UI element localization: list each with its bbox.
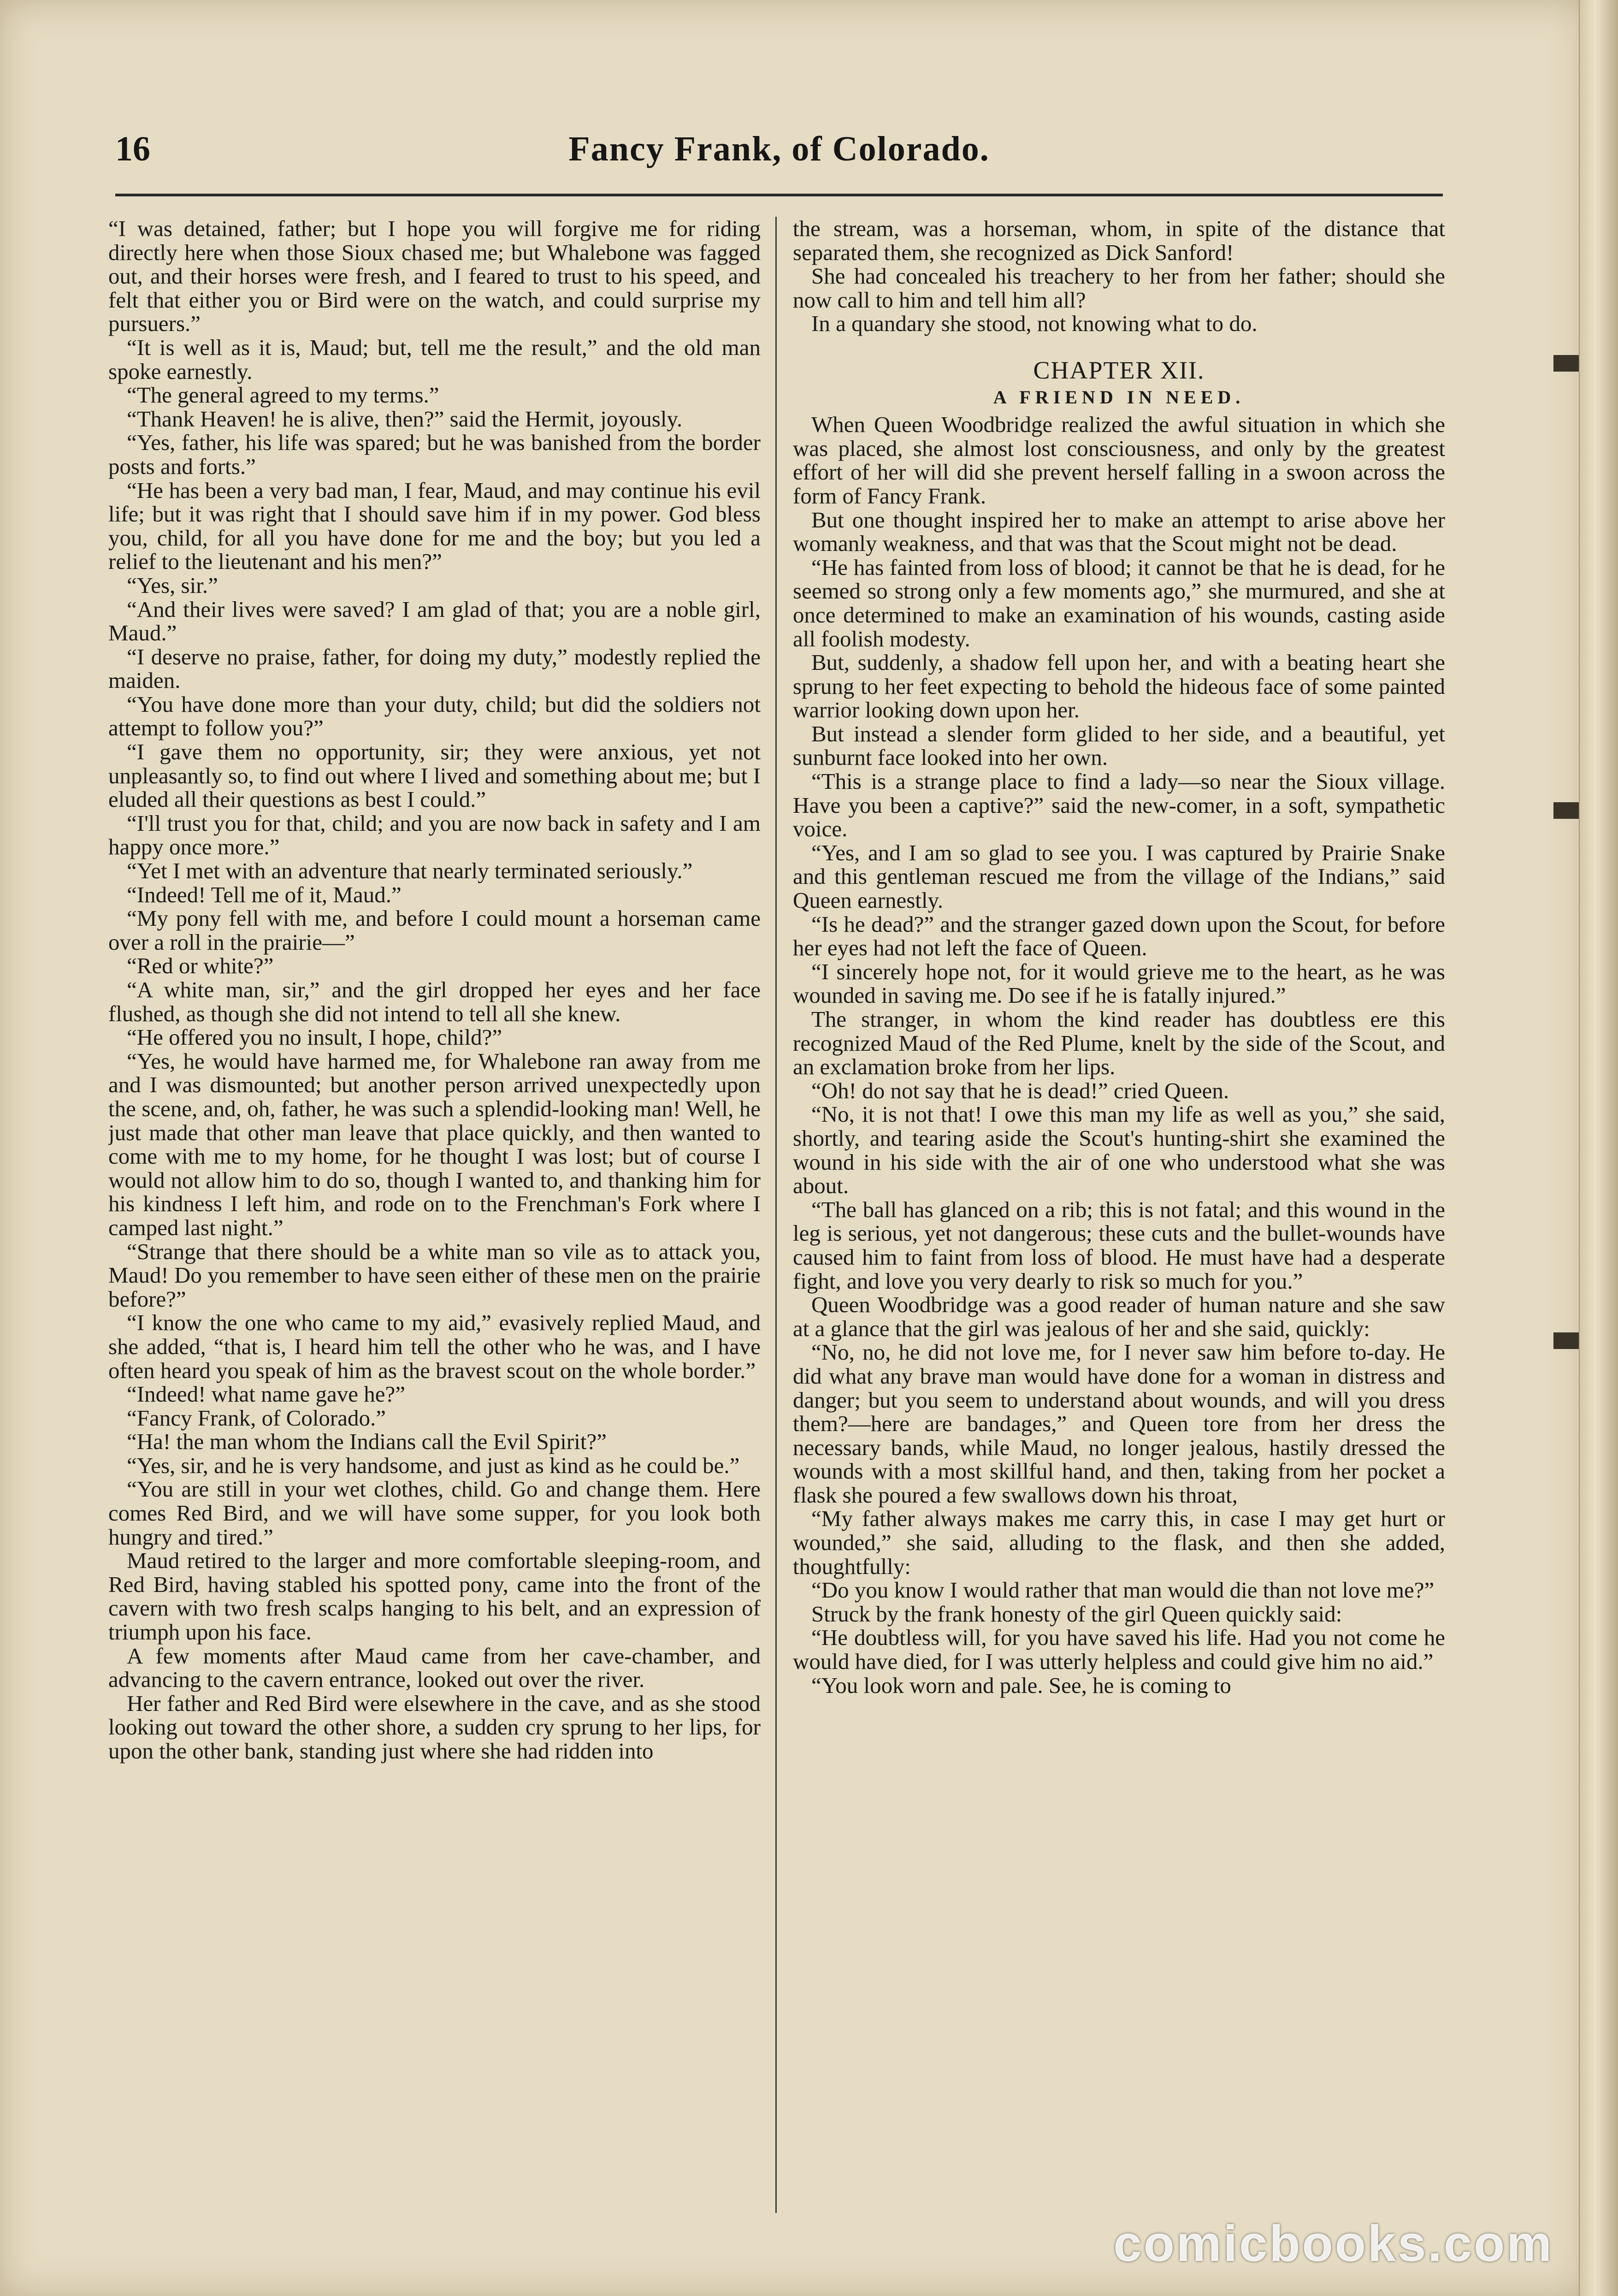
paragraph: “I'll trust you for that, child; and you are now back in safety and I am happy once more.” xyxy=(108,810,761,860)
page-header xyxy=(115,129,1443,184)
paragraph: “Red or white?” xyxy=(127,953,274,979)
paragraph: But one thought inspired her to make an attempt to arise above her womanly weakness, and that was that the Scout might not be dead. xyxy=(793,507,1445,556)
column-divider xyxy=(775,217,777,2213)
left-column xyxy=(108,217,761,2213)
paragraph: “No, no, he did not love me, for I never saw him before to-day. He did what any brave man would have done for a woman in distress and danger; but you seem to understand about wounds, and will you dress them?—here are bandages,” and Queen tore from her dress the necessary bands, while Maud, no longer jealous, hastily dressed the wounds with a most skillful hand, and then, taking from her pocket a flask she poured a few swallows down his throat, xyxy=(793,1339,1445,1508)
running-title: Fancy Frank, of Colorado. xyxy=(568,130,990,168)
paragraph: “Yes, sir, and he is very handsome, and just as kind as he could be.” xyxy=(127,1452,740,1478)
paragraph: “My father always makes me carry this, in case I may get hurt or wounded,” she said, alluding to the flask, and then she added, thoughtfully: xyxy=(793,1506,1445,1579)
paragraph: She had concealed his treachery to her from her father; should she now call to him and tell him all? xyxy=(793,263,1445,313)
page-number: 16 xyxy=(115,130,150,168)
paragraph: “Do you know I would rather that man would die than not love me?” xyxy=(811,1577,1435,1603)
header-rule xyxy=(115,194,1443,196)
paragraph: But instead a slender form glided to her side, and a beautiful, yet sunburnt face looked into her own. xyxy=(793,721,1445,770)
paragraph: “I gave them no opportunity, sir; they were anxious, yet not unpleasantly so, to find out where I lived and something about me; but I eluded all their questions as best I could.” xyxy=(108,739,761,812)
paragraph: “He has fainted from loss of blood; it cannot be that he is dead, for he seemed so strong only a few moments ago,” she murmured, and she at once determined to make an examination of his wounds, casting aside all foolish modesty. xyxy=(793,554,1445,651)
book-spine xyxy=(1579,0,1618,2296)
paragraph: “Oh! do not say that he is dead!” cried Queen. xyxy=(811,1077,1229,1103)
watermark-logo: comicbooks.com xyxy=(1113,2215,1553,2272)
paragraph: “And their lives were saved? I am glad of that; you are a noble girl, Maud.” xyxy=(108,596,761,646)
paragraph: “Yes, father, his life was spared; but he was banished from the border posts and forts.” xyxy=(108,430,761,479)
paragraph: “Strange that there should be a white man so vile as to attack you, Maud! Do you remember to have seen either of these men on the prairie before?” xyxy=(108,1238,761,1312)
paragraph: Struck by the frank honesty of the girl Queen quickly said: xyxy=(811,1601,1342,1627)
paragraph: “You have done more than your duty, child; but did the soldiers not attempt to follow you?” xyxy=(108,691,761,741)
paragraph: “I was detained, father; but I hope you will forgive me for riding directly here when those Sioux chased me; but Whalebone was fagged out, and their horses were fresh, and I feared to trust to his speed, and felt that either you or Bird were on the watch, and could surprise my pursuers.” xyxy=(108,217,761,337)
right-column-chapter-text xyxy=(793,413,1445,1697)
paragraph: “It is well as it is, Maud; but, tell me the result,” and the old man spoke earnestly. xyxy=(108,334,761,384)
paragraph: “You look worn and pale. See, he is coming to xyxy=(811,1672,1231,1698)
paragraph: the stream, was a horseman, whom, in spite of the distance that separated them, she recognized as Dick Sanford! xyxy=(793,217,1445,265)
paragraph: Her father and Red Bird were elsewhere in the cave, and as she stood looking out toward the other shore, a sudden cry sprung to her lips, for upon the other bank, standing just where she had ridden into xyxy=(108,1690,761,1763)
paragraph: When Queen Woodbridge realized the awful situation in which she was placed, she almost lost consciousness, and only by the greatest effort of her will did she prevent herself falling in a swoon across the form of Fancy Frank. xyxy=(793,412,1445,509)
paragraph: “The general agreed to my terms.” xyxy=(127,382,439,408)
paragraph: Maud retired to the larger and more comfortable sleeping-room, and Red Bird, having stabled his spotted pony, came into the front of the cavern with two fresh scalps hanging to his belt, and an expression of triumph upon his face. xyxy=(108,1548,761,1645)
paragraph: “The ball has glanced on a rib; this is not fatal; and this wound in the leg is serious, yet not dangerous; these cuts and the bullet-wounds have caused him to faint from loss of blood. He must have had a desperate fight, and love you very dearly to risk so much for you.” xyxy=(793,1196,1445,1294)
paragraph: But, suddenly, a shadow fell upon her, and with a beating heart she sprung to her feet expecting to behold the hideous face of some painted warrior looking down upon her. xyxy=(793,650,1445,723)
paragraph: The stranger, in whom the kind reader has doubtless ere this recognized Maud of the Red Plume, knelt by the side of the Scout, and an exclamation broke from her lips. xyxy=(793,1006,1445,1080)
paragraph: “You are still in your wet clothes, child. Go and change them. Here comes Red Bird, and we will have some supper, for you look both hungry and tired.” xyxy=(108,1476,761,1550)
right-column xyxy=(793,217,1445,2213)
paragraph: “A white man, sir,” and the girl dropped her eyes and her face flushed, as though she did not intend to tell all she knew. xyxy=(108,977,761,1026)
paragraph: In a quandary she stood, not knowing what to do. xyxy=(811,311,1258,337)
paragraph: “He offered you no insult, I hope, child?” xyxy=(127,1024,502,1050)
paragraph: “Yes, he would have harmed me, for Whalebone ran away from me and I was dismounted; but another person arrived unexpectedly upon the scene, and, oh, father, he was such a splendid-looking man! Well, he just made that other man leave that place quickly, and then wanted to come with me to my home, for he thought I was lost; but of course I would not allow him to do so, though I wanted to, and thanking him for his kindness I left him, and rode on to the Frenchman's Fork where I camped last night.” xyxy=(108,1048,761,1240)
paragraph: “My pony fell with me, and before I could mount a horseman came over a roll in the prairie—” xyxy=(108,905,761,955)
chapter-title: CHAPTER XII. xyxy=(1033,356,1205,384)
paragraph: “No, it is not that! I owe this man my life as well as you,” she said, shortly, and tearing aside the Scout's hunting-shirt she examined the wound in his side with the air of one who understood what she was about. xyxy=(793,1101,1445,1199)
paragraph: “Thank Heaven! he is alive, then?” said the Hermit, joyously. xyxy=(127,406,683,432)
paragraph: “Yes, and I am so glad to see you. I was captured by Prairie Snake and this gentleman rescued me from the village of the Indians,” said Queen earnestly. xyxy=(793,840,1445,913)
paragraph: “I know the one who came to my aid,” evasively replied Maud, and she added, “that is, I heard him tell the other who he was, and I have often heard you speak of him as the bravest scout on the whole border.” xyxy=(108,1310,761,1383)
paragraph: “He doubtless will, for you have saved his life. Had you not come he would have died, for I was utterly helpless and could give him no aid.” xyxy=(793,1625,1445,1675)
paragraph: “Indeed! Tell me of it, Maud.” xyxy=(127,882,402,907)
paragraph: “Is he dead?” and the stranger gazed down upon the Scout, for before her eyes had not left the face of Queen. xyxy=(793,911,1445,961)
paragraph: “Fancy Frank, of Colorado.” xyxy=(127,1405,386,1431)
paragraph: A few moments after Maud came from her cave-chamber, and advancing to the cavern entrance, looked out over the river. xyxy=(108,1643,761,1692)
paragraph: Queen Woodbridge was a good reader of human nature and she saw at a glance that the girl was jealous of her and she said, quickly: xyxy=(793,1292,1445,1341)
paragraph: “He has been a very bad man, I fear, Maud, and may continue his evil life; but it was right that I should save him if in my power. God bless you, child, for all you have done for me and the boy; but you led a relief to the lieutenant and his men?” xyxy=(108,477,761,574)
paragraph: “I deserve no praise, father, for doing my duty,” modestly replied the maiden. xyxy=(108,644,761,693)
paragraph: “Indeed! what name gave he?” xyxy=(127,1381,405,1407)
paragraph: “Yet I met with an adventure that nearly terminated seriously.” xyxy=(127,858,693,884)
chapter-subtitle: A FRIEND IN NEED. xyxy=(993,386,1245,408)
paragraph: “This is a strange place to find a lady—so near the Sioux village. Have you been a captive?” said the new-comer, in a soft, sympathetic voice. xyxy=(793,769,1445,842)
right-column-top-text xyxy=(793,217,1445,336)
paragraph: “Ha! the man whom the Indians call the Evil Spirit?” xyxy=(127,1429,607,1455)
paragraph: “I sincerely hope not, for it would grieve me to the heart, as he was wounded in saving me. Do see if he is fatally injured.” xyxy=(793,959,1445,1008)
paragraph: “Yes, sir.” xyxy=(127,572,218,598)
